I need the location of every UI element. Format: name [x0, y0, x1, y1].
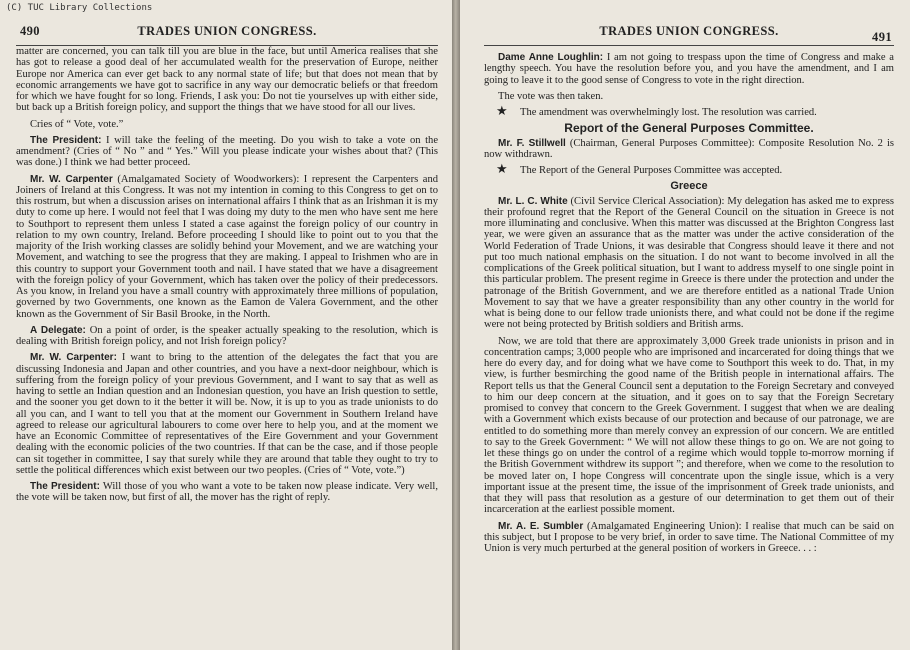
paragraph [16, 119, 438, 130]
paragraph-text: I will take the feeling of the meeting. Do you wish to take a vote on the amendment? (Cries of “ No ” and “ Yes.” Will you please indicate your wishes about that? (This was done.) I think we had better proceed. [16, 134, 439, 169]
paragraph-text: I want to bring to the attention of the delegates the fact that you are discussing Indonesia and Japan and other countries, and you have a next-door neighbour, which is suffering from the foreign policy of your previous Government, and I want to say that as well as having to settle an Indian question and an Indonesian question, you have an Irish question to settle, and the sooner you get down to it the better it will be. Now, it is up to you as trade unionists to do all you can, and I want to tell you that at the moment our Government in Southern Ireland have agreed to release our agricultural labourers to come over here to help you, and at the moment we have an Economic Committee of representatives of the Eire Government and your Government dealing with the economic policies of the two countries. If that can be the case, and if those people can sit together in committee, I say that surely while they are around that table they ought to try to settle the political differences which exist between our two peoples. (Cries of “ Vote, vote.”) [16, 352, 438, 476]
paragraph [484, 91, 894, 102]
vote-result [484, 103, 894, 118]
left-page-number: 490 [20, 24, 40, 38]
speaker-name: A Delegate: [30, 324, 86, 336]
speaker-name: Mr. W. Carpenter [30, 173, 113, 185]
right-page [460, 0, 910, 650]
vote-result [484, 161, 894, 176]
paragraph-text: On a point of order, is the speaker actually speaking to the resolution, which is dealing with British foreign policy, and not Irish foreign policy? [16, 324, 438, 347]
right-page-header [484, 18, 894, 46]
paragraph [16, 325, 438, 348]
result-text: The amendment was overwhelmingly lost. The resolution was carried. [520, 107, 817, 118]
paragraph [484, 52, 894, 86]
paragraph [16, 46, 438, 114]
paragraph-text: (Amalgamated Society of Woodworkers): I represent the Carpenters and Joiners of Ireland at this Congress. It was not my intention in coming to this Congress to get on to this rostrum, but when a discussion arises on international affairs I think that as an Irishman it is my duty to come up here. I would not feel that I was doing my duty to the men who have sent me here to Southport to represent them unless I stated a case against the foreign policy of our country in relation to my own country, Ireland. Before proceeding I should like to point out to you that the majority of the Irish working classes are solidly behind your Movement, and we are watching your Movement, and watching to see the progress that they are making. I appeal to Irishmen who are in this country to support your Government tooth and nail. I have stated that we have a disagreement with the foreign policy of your Government, which has taken over the policy of their predecessors. As you know, in Ireland you have a small country with approximately three millions of population, governed by two Governments, one known as the Eamon de Valera Government, and the other known as the Government of Sir Basil Brooke, in the North. [16, 173, 439, 320]
speaker-name: Mr. A. E. Sumbler [498, 520, 584, 532]
right-running-title: TRADES UNION CONGRESS. [599, 24, 779, 38]
speaker-name: Mr. W. Carpenter: [30, 352, 117, 364]
paragraph [16, 174, 438, 320]
left-page-body [16, 46, 438, 504]
paragraph [16, 135, 438, 169]
section-heading-report: Report of the General Purposes Committee. [564, 121, 814, 136]
paragraph-text: matter are concerned, you can talk till you are blue in the face, but until America realises that she has got to release a good deal of her accumulated wealth for the preservation of Europe, neither Europe nor America can ever get back to any normal state of life; but that does not mean that by economic arrangements we have got to sacrifice in any way our democratic beliefs or that freedom for which we have fought for so long. Friends, I ask you: Do not tie yourselves up with either side, but back up a British foreign policy, and support the things that we have stood for all our lives. [16, 46, 438, 114]
left-page-header [16, 18, 438, 46]
paragraph [484, 336, 894, 516]
paragraph-text: Now, we are told that there are approximately 3,000 Greek trade unionists in prison and in concentration camps; 3,000 people who are imprisoned and incarcerated for doing things that we here do every day, and for doing what we have come to Southport this week to do. That, in my view, is further besmirching the good name of the British people in international affairs. The Report tells us that the General Council sent a deputation to the Foreign Secretary and conveyed to him our deep concern at the situation, and it goes on to say that the Foreign Secretary promised to convey that concern to the Greek Government. I suggest that when we are dealing with a Government which exists because of our protection and because of our patronage, we are entitled to do something more than merely convey an expression of our concern. We are entitled to say to the Greek Government: “ We will not allow these things to go on. We are not going to let these things go on under the control of a regime which would topple to-morrow morning if the British Government withdrew its support ”; and therefore, when we come to the resolution to be moved later on, I hope Congress will concentrate upon the single issue, which is a very important issue at the present time, the issue of the imprisonment of Greek trade unionists, and that they will pass that resolution as a gesture of our determination to get them out of their incarceration at the earliest possible moment. [484, 335, 894, 516]
result-text: The Report of the General Purposes Committee was accepted. [520, 165, 783, 176]
paragraph [484, 196, 894, 331]
speaker-name: Dame Anne Loughlin: [498, 52, 604, 63]
paragraph [16, 352, 438, 476]
copyright-notice: (C) TUC Library Collections [6, 3, 153, 13]
left-page [0, 0, 452, 650]
book-gutter [452, 0, 460, 650]
paragraph [16, 481, 438, 504]
header-rule [484, 45, 894, 46]
paragraph-text: I am not going to trespass upon the time of Congress and make a lengthy speech. You have the resolution before you, and you have the amendment, and I am going to leave it to the good sense of Congress to vote in the right direction. [484, 52, 894, 86]
paragraph-text: (Amalgamated Engineering Union): I realise that much can be said on this subject, but I propose to be very brief, in order to save time. The National Committee of my Union is very much perturbed at the general position of workers in Greece. . . : [484, 520, 894, 554]
paragraph-text: The vote was then taken. [498, 90, 604, 102]
paragraph-text: Cries of “ Vote, vote.” [30, 118, 124, 130]
paragraph-text: (Chairman, General Purposes Committee): Composite Resolution No. 2 is now withdrawn. [484, 137, 895, 160]
speaker-name: The President: [30, 134, 102, 146]
star-icon: ★ [496, 103, 508, 118]
paragraph-text: (Civil Service Clerical Association): My delegation has asked me to express their profound regret that the Report of the General Council on the situation in Greece is not more illuminating and conclusive. When this matter was discussed at the Brighton Congress last year, we were given an assurance that as the matter was under the active consideration of the World Federation of Trade Unions, it was desirable that Congress should leave it there and not put too much national emphasis on the situation. I do not want to become involved in all the complications of the Greek political situation, but I want to address myself to one single point in this particular problem. The present regime in Greece is there under the protection and under the patronage of the British Government, and we are therefore entitled as a national Trade Union Movement to say that we have a greater responsibility than any other country in the world for what is being done to our fellow trade unionists there, and what could not be done if the regime were not being protected by British soldiers and British arms. [484, 195, 895, 331]
speaker-name: The President: [30, 481, 100, 492]
speaker-name: Mr. F. Stillwell [498, 137, 566, 149]
right-page-body [484, 52, 894, 554]
header-rule [16, 45, 438, 46]
paragraph-text: Will those of you who want a vote to be taken now please indicate. Very well, the vote will be taken now, but first of all, the mover has the right of reply. [16, 481, 438, 504]
right-page-number: 491 [872, 30, 892, 44]
paragraph [484, 521, 894, 555]
section-heading-greece: Greece [670, 180, 708, 193]
speaker-name: Mr. L. C. White [498, 195, 568, 207]
left-running-title: TRADES UNION CONGRESS. [137, 24, 317, 38]
star-icon: ★ [496, 161, 508, 176]
paragraph [484, 138, 894, 161]
